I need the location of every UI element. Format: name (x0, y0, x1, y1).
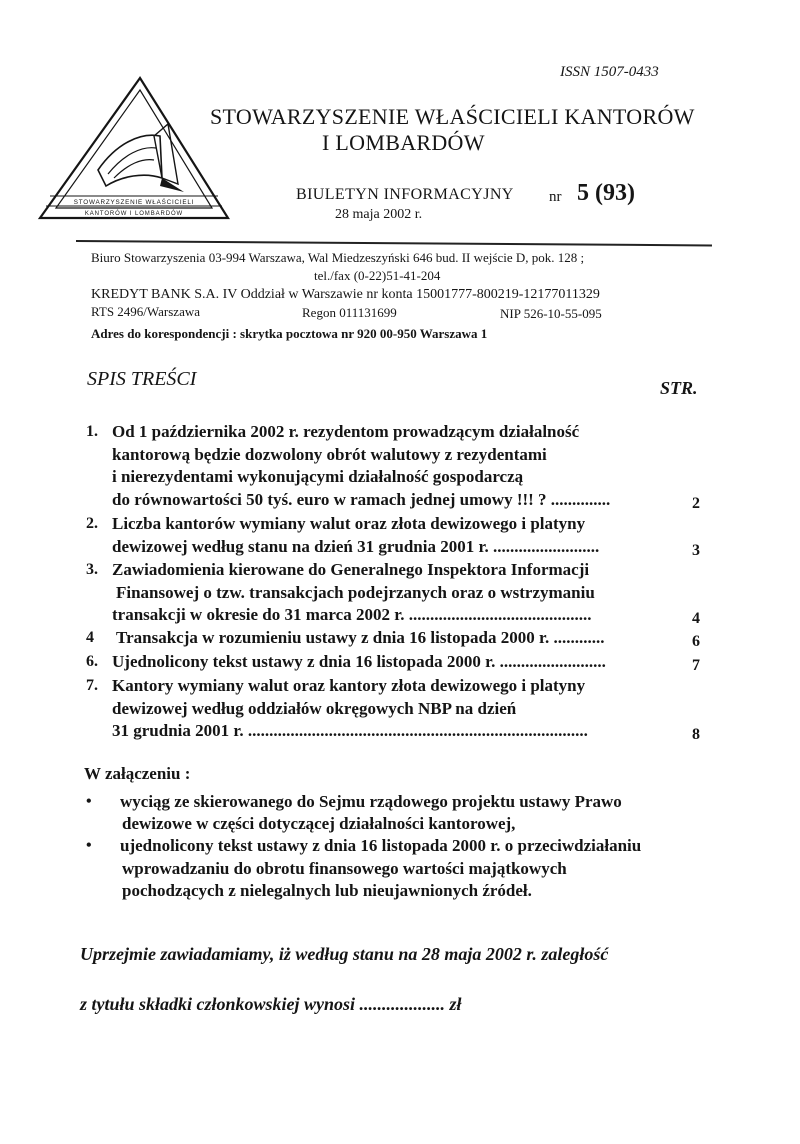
nip-number: NIP 526-10-55-095 (500, 306, 602, 321)
toc-item-page: 8 (692, 726, 700, 743)
office-address: Biuro Stowarzyszenia 03-994 Warszawa, Wal Miedzeszyński 646 bud. II wejście D, pok. 128 ; (91, 250, 585, 265)
toc-item-line: Transakcja w rozumieniu ustawy z dnia 16 listopada 2000 r. ............ (116, 628, 605, 647)
toc-item-line: 31 grudnia 2001 r. ................................................................................ (112, 721, 588, 740)
toc-item-line: Od 1 października 2002 r. rezydentom prowadzącym działalność (112, 422, 580, 441)
issue-number: 5 (93) (577, 180, 635, 206)
toc-item-number: 4 (86, 629, 94, 646)
dues-notice-line1: Uprzejmie zawiadamiamy, iż według stanu na 28 maja 2002 r. zaległość (80, 944, 609, 964)
logo-ring-top-text: STOWARZYSZENIE WŁAŚCICIELI (73, 199, 195, 206)
toc-item-page: 7 (692, 657, 700, 674)
toc-item-line: dewizowej według stanu na dzień 31 grudnia 2001 r. ......................... (112, 537, 600, 556)
phone-fax: tel./fax (0-22)51-41-204 (314, 268, 441, 283)
attachment-line: ujednolicony tekst ustawy z dnia 16 listopada 2000 r. o przeciwdziałaniu (120, 836, 642, 855)
rts-number: RTS 2496/Warszawa (91, 304, 201, 319)
toc-item-line: Liczba kantorów wymiany walut oraz złota dewizowego i platyny (112, 514, 586, 533)
toc-page-header: STR. (660, 378, 698, 398)
toc-item-number: 1. (86, 423, 98, 440)
issue-number-label: nr (549, 189, 562, 205)
toc-title: SPIS TREŚCI (87, 368, 197, 390)
issue-date: 28 maja 2002 r. (335, 207, 423, 222)
correspondence-address: Adres do korespondencji : skrytka pocztowa nr 920 00-950 Warszawa 1 (91, 326, 488, 341)
toc-item-line: i nierezydentami wykonującymi działalność gospodarczą (112, 467, 524, 486)
toc-item-page: 4 (692, 610, 700, 627)
organization-name-line2: I LOMBARDÓW (322, 130, 485, 155)
toc-item-line: transakcji w okresie do 31 marca 2002 r. ........................................... (112, 605, 592, 624)
toc-item-line: Finansowej o tzw. transakcjach podejrzanych oraz o wstrzymaniu (116, 582, 595, 602)
toc-item-page: 6 (692, 633, 700, 650)
header-divider (76, 240, 712, 246)
logo-ring-bottom-text: KANTORÓW I LOMBARDÓW (84, 211, 184, 217)
issn-number: ISSN 1507-0433 (560, 64, 659, 80)
toc-item-line: kantorową będzie dozwolony obrót walutowy z rezydentami (112, 444, 547, 464)
regon-number: Regon 011131699 (302, 305, 397, 320)
toc-item-line: do równowartości 50 tyś. euro w ramach jednej umowy !!! ? .............. (112, 489, 611, 509)
organization-name-line1: STOWARZYSZENIE WŁAŚCICIELI KANTORÓW (210, 104, 695, 129)
attachment-line: wprowadzaniu do obrotu finansowego wartości majątkowych (122, 858, 567, 878)
attachment-line: pochodzących z nielegalnych lub nieujawnionych źródeł. (122, 881, 532, 900)
attachments-title: W załączeniu : (84, 764, 191, 783)
attachment-line: dewizowe w części dotyczącej działalności kantorowej, (122, 814, 516, 833)
toc-item-line: Kantory wymiany walut oraz kantory złota dewizowego i platyny (112, 676, 586, 695)
toc-item-number: 6. (86, 653, 98, 670)
toc-item-line: Zawiadomienia kierowane do Generalnego Inspektora Informacji (112, 560, 590, 579)
bank-account: KREDYT BANK S.A. IV Oddział w Warszawie nr konta 15001777-800219-12177011329 (91, 287, 600, 302)
attachment-line: wyciąg ze skierowanego do Sejmu rządowego projektu ustawy Prawo (120, 792, 622, 811)
toc-item-page: 3 (692, 542, 700, 559)
bullet-icon: • (86, 793, 92, 810)
dues-notice-line2: z tytułu składki członkowskiej wynosi ................... zł (80, 994, 462, 1014)
toc-item-number: 2. (86, 515, 98, 532)
toc-item-line: dewizowej według oddziałów okręgowych NBP na dzień (112, 698, 517, 718)
toc-item-line: Ujednolicony tekst ustawy z dnia 16 listopada 2000 r. ......................... (112, 652, 606, 671)
association-logo (36, 74, 232, 224)
toc-item-page: 2 (692, 494, 700, 512)
bullet-icon: • (86, 837, 92, 854)
toc-item-number: 7. (86, 677, 98, 694)
toc-item-number: 3. (86, 561, 98, 578)
bulletin-label: BIULETYN INFORMACYJNY (296, 186, 514, 203)
